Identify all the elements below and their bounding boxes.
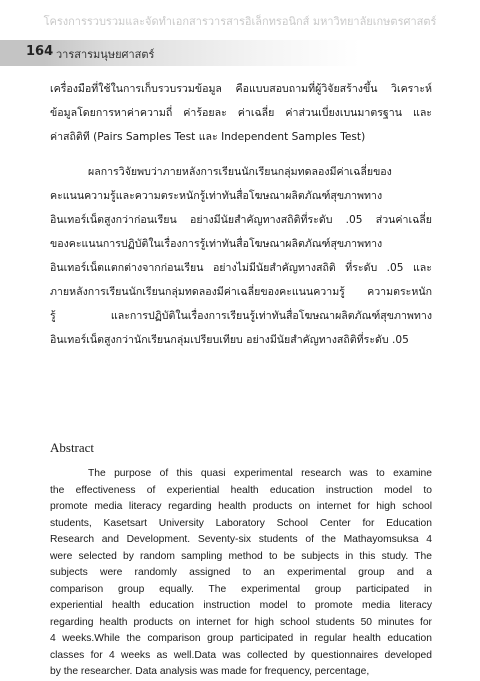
thai-result-line: อินเทอร์เน็ตสูงกว่าก่อนเรียน อย่างมีนัยสำคัญทางสถิติที่ระดับ .05 ส่วนค่าเฉลี่ย bbox=[50, 214, 432, 226]
abstract-line: The purpose of this quasi experimental research was to examine bbox=[88, 468, 432, 479]
thai-result-line: ของคะแนนการปฏิบัติในเรื่องการรู้เท่าทันสื่อโฆษณาผลิตภัณฑ์สุขภาพทาง bbox=[50, 238, 383, 250]
abstract-line: were selected by random sampling method to be subjects in this study. The bbox=[50, 550, 432, 562]
abstract-line: students, Kasetsart University Laboratory School Center for Education bbox=[50, 517, 432, 529]
abstract-line: comparison group equally. The experimental group participated in bbox=[50, 583, 432, 595]
thai-result-line: อินเทอร์เน็ตแตกต่างจากก่อนเรียน อย่างไม่มีนัยสำคัญทางสถิติ ที่ระดับ .05 และ bbox=[50, 262, 432, 274]
thai-result-line: คะแนนความรู้และความตระหนักรู้เท่าทันสื่อโฆษณาผลิตภัณฑ์สุขภาพทาง bbox=[50, 190, 383, 202]
abstract-line: Research and Development. Seventy-six students of the Mathayomsuksa 4 bbox=[50, 534, 432, 545]
abstract-line: promote media literacy regarding health products on internet for high school bbox=[50, 501, 432, 512]
thai-intro-line: เครื่องมือที่ใช้ในการเก็บรวบรวมข้อมูล คือแบบสอบถามที่ผู้วิจัยสร้างขึ้น วิเคราะห์ bbox=[50, 83, 432, 95]
abstract-line: subjects were randomly assigned to an experimental group and a bbox=[50, 567, 432, 578]
abstract-line: classes for 4 weeks as well.Data was collected by questionnaires developed bbox=[50, 649, 432, 661]
page-number: 164 bbox=[26, 44, 54, 59]
abstract-line: experiential health education instruction model to promote media literacy bbox=[50, 600, 432, 611]
thai-result-line: อินเทอร์เน็ตสูงกว่านักเรียนกลุ่มเปรียบเทียบ อย่างมีนัยสำคัญทางสถิติที่ระดับ .05 bbox=[50, 334, 409, 346]
abstract-line: 4 weeks.While the comparison group participated in regular health education bbox=[50, 633, 432, 644]
journal-title: วารสารมนุษยศาสตร์ bbox=[56, 48, 155, 61]
thai-result-line: ผลการวิจัยพบว่าภายหลังการเรียนนักเรียนกลุ่มทดลองมีค่าเฉลี่ยของ bbox=[88, 166, 392, 178]
abstract-line: regarding health products on internet for high school students 50 minutes for bbox=[50, 616, 432, 628]
thai-result-line: รู้ และการปฏิบัติในเรื่องการเรียนรู้เท่าทันสื่อโฆษณาผลิตภัณฑ์สุขภาพทาง bbox=[50, 310, 432, 322]
running-head: โครงการรวบรวมและจัดทำเอกสารวารสารอิเล็กทรอนิกส์ มหาวิทยาลัยเกษตรศาสตร์ bbox=[43, 15, 437, 28]
thai-intro-line: ข้อมูลโดยการหาค่าความถี่ ค่าร้อยละ ค่าเฉลี่ย ค่าส่วนเบี่ยงเบนมาตรฐาน และ bbox=[50, 107, 432, 119]
abstract-heading: Abstract bbox=[50, 440, 95, 455]
abstract-line: by the researcher. Data analysis was made for frequency, percentage, bbox=[50, 666, 370, 677]
thai-result-line: ภายหลังการเรียนนักเรียนกลุ่มทดลองมีค่าเฉลี่ยของคะแนนความรู้ ความตระหนัก bbox=[50, 286, 432, 298]
abstract-line: the effectiveness of experiential health education instruction model to bbox=[50, 484, 432, 496]
thai-intro-line: ค่าสถิติที (Pairs Samples Test และ Independent Samples Test) bbox=[50, 131, 366, 143]
